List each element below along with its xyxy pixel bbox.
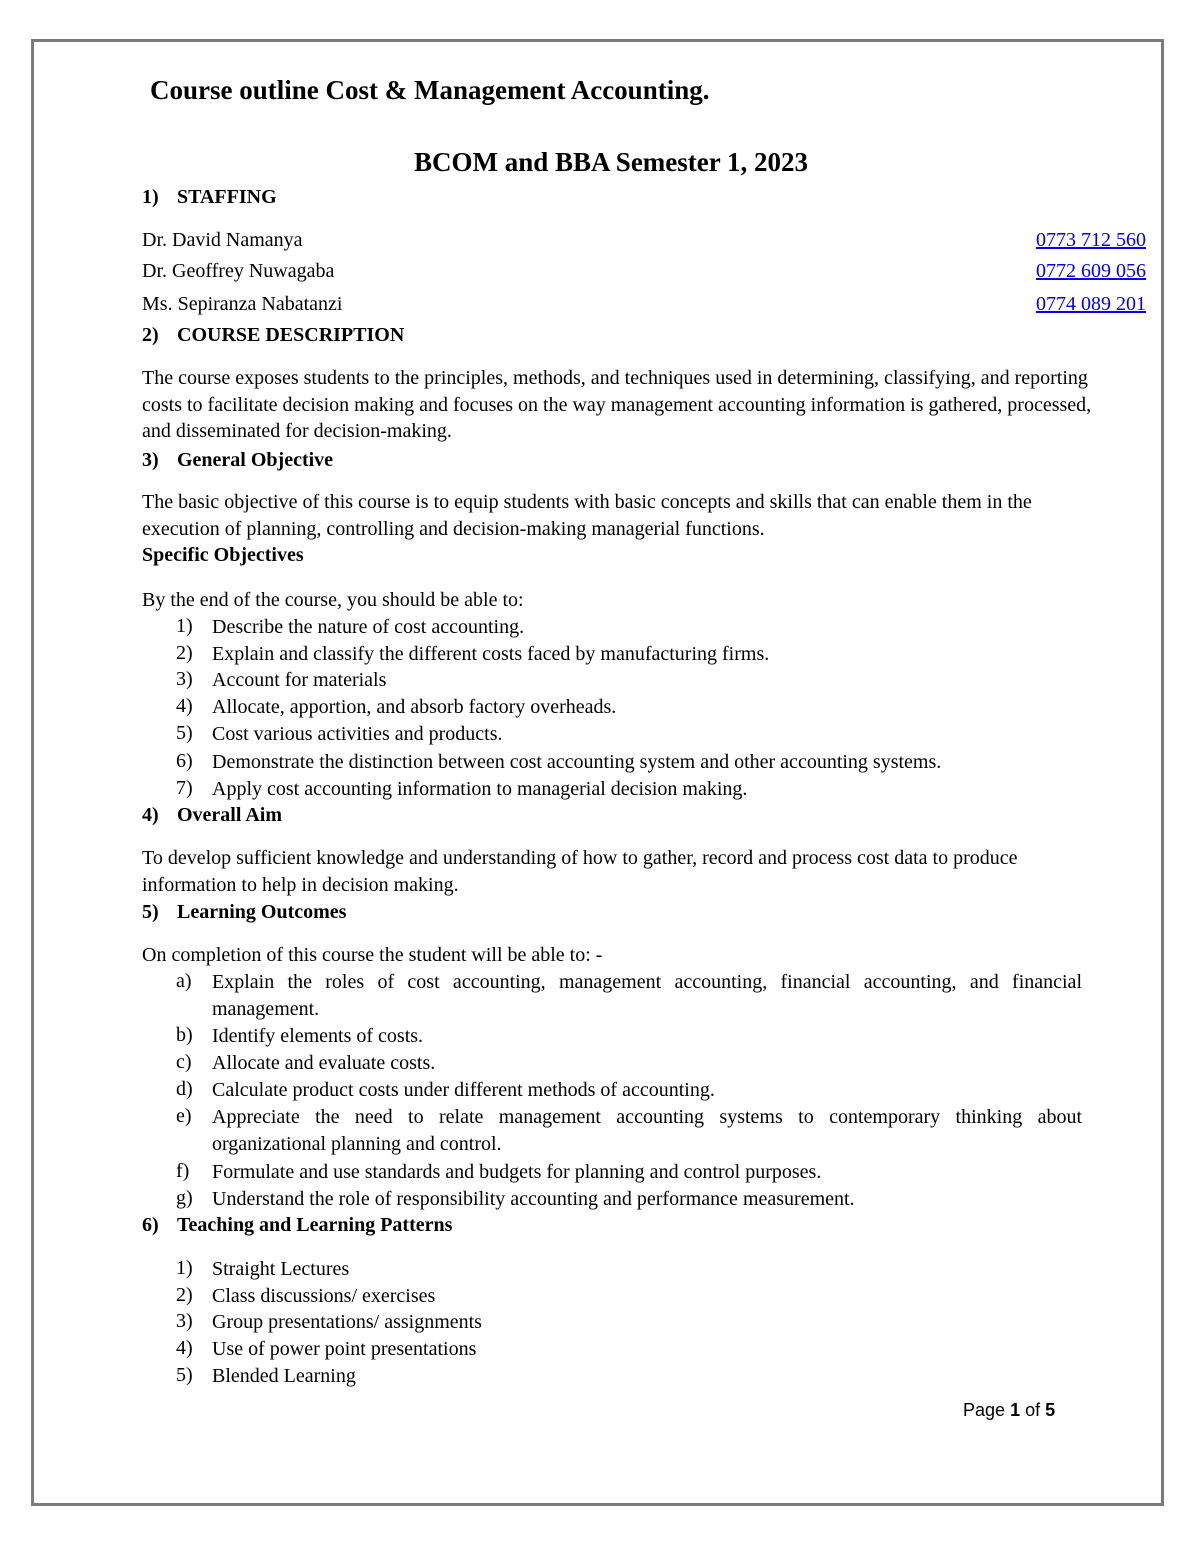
list-marker: g) [176, 1187, 193, 1209]
list-item: Blended Learning [212, 1365, 356, 1387]
list-marker: 4) [176, 1337, 193, 1359]
staff-name: Ms. Sepiranza Nabatanzi [142, 293, 343, 315]
overall-aim-text: To develop sufficient knowledge and understanding of how to gather, record and process cost data to produce information to help in decision making. [142, 847, 1018, 896]
general-objective-text: The basic objective of this course is to equip students with basic concepts and skills that can enable them in the execution of planning, controlling and decision-making managerial functions. [142, 491, 1032, 540]
staff-phone-link[interactable]: 0773 712 560 [1036, 229, 1146, 251]
list-marker: 7) [176, 777, 193, 799]
section-number-description: 2) [142, 324, 159, 346]
list-marker: 2) [176, 642, 193, 664]
section-heading-description: COURSE DESCRIPTION [177, 324, 405, 346]
list-marker: b) [176, 1024, 193, 1046]
document-title: Course outline Cost & Management Accounting. [150, 75, 710, 105]
staff-phone-link[interactable]: 0774 089 201 [1036, 293, 1146, 315]
list-marker: 3) [176, 1310, 193, 1332]
list-marker: 1) [176, 1257, 193, 1279]
list-item: Allocate and evaluate costs. [212, 1052, 436, 1074]
list-item: Explain and classify the different costs faced by manufacturing firms. [212, 643, 770, 665]
section-heading-specific-objectives: Specific Objectives [142, 544, 304, 566]
list-marker: d) [176, 1078, 193, 1100]
list-marker: 2) [176, 1284, 193, 1306]
list-item: Group presentations/ assignments [212, 1311, 482, 1333]
list-marker: 4) [176, 695, 193, 717]
list-item: Straight Lectures [212, 1258, 350, 1280]
section-number-teaching: 6) [142, 1214, 159, 1236]
list-item: Account for materials [212, 669, 387, 691]
list-item: Explain the roles of cost accounting, management accounting, financial accounting, and financial management. [212, 971, 1082, 1020]
of-word: of [1025, 1400, 1041, 1420]
list-item: Identify elements of costs. [212, 1025, 424, 1047]
list-item: Demonstrate the distinction between cost accounting system and other accounting systems. [212, 751, 942, 773]
list-item: Appreciate the need to relate management accounting systems to contemporary thinking about organizational planning and control. [212, 1106, 1082, 1155]
section-number-general-objective: 3) [142, 449, 159, 471]
page-current: 1 [1010, 1400, 1021, 1420]
list-marker: 5) [176, 722, 193, 744]
course-description-text: The course exposes students to the principles, methods, and techniques used in determining, classifying, and reporting costs to facilitate decision making and focuses on the way management accounting information is gathered, processed, and disseminated for decision-making. [142, 367, 1092, 442]
learning-outcomes-intro: On completion of this course the student will be able to: - [142, 944, 603, 966]
section-number-overall-aim: 4) [142, 804, 159, 826]
list-item: Formulate and use standards and budgets for planning and control purposes. [212, 1161, 822, 1183]
section-heading-general-objective: General Objective [177, 449, 334, 471]
staff-name: Dr. David Namanya [142, 229, 303, 251]
document-subtitle: BCOM and BBA Semester 1, 2023 [414, 147, 809, 177]
list-marker: f) [176, 1160, 190, 1182]
section-heading-staffing: STAFFING [177, 186, 277, 208]
list-marker: 5) [176, 1364, 193, 1386]
specific-objectives-intro: By the end of the course, you should be able to: [142, 589, 524, 611]
list-marker: e) [176, 1105, 192, 1127]
section-heading-learning-outcomes: Learning Outcomes [177, 901, 347, 923]
page-total: 5 [1045, 1400, 1056, 1420]
page-word: Page [963, 1400, 1006, 1420]
list-item: Cost various activities and products. [212, 723, 503, 745]
section-number-staffing: 1) [142, 186, 159, 208]
list-marker: 6) [176, 750, 193, 772]
list-item: Apply cost accounting information to managerial decision making. [212, 778, 748, 800]
list-marker: 3) [176, 668, 193, 690]
page-number [963, 1398, 1055, 1422]
list-item: Understand the role of responsibility accounting and performance measurement. [212, 1188, 855, 1210]
list-marker: a) [176, 970, 192, 992]
list-item: Use of power point presentations [212, 1338, 477, 1360]
list-item: Describe the nature of cost accounting. [212, 616, 525, 638]
list-marker: c) [176, 1051, 192, 1073]
list-marker: 1) [176, 615, 193, 637]
section-heading-overall-aim: Overall Aim [177, 804, 282, 826]
list-item: Class discussions/ exercises [212, 1285, 436, 1307]
list-item: Allocate, apportion, and absorb factory overheads. [212, 696, 617, 718]
staff-phone-link[interactable]: 0772 609 056 [1036, 260, 1146, 282]
section-number-learning-outcomes: 5) [142, 901, 159, 923]
list-item: Calculate product costs under different methods of accounting. [212, 1079, 715, 1101]
staff-name: Dr. Geoffrey Nuwagaba [142, 260, 335, 282]
section-heading-teaching: Teaching and Learning Patterns [177, 1214, 453, 1236]
